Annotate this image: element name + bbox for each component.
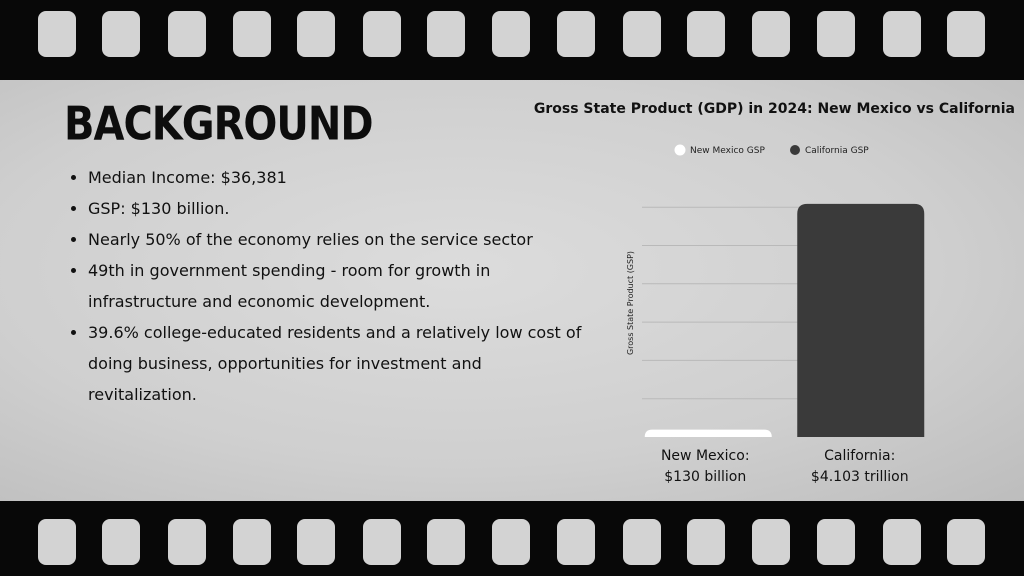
- bar-1: [797, 204, 924, 437]
- sprocket-hole: [38, 519, 76, 565]
- x-tick-label: $130 billion: [664, 469, 747, 485]
- legend-marker: [790, 145, 800, 155]
- sprocket-hole: [427, 11, 465, 57]
- sprocket-hole: [297, 519, 335, 565]
- x-tick-label: New Mexico:: [660, 448, 750, 464]
- sprocket-hole: [883, 11, 921, 57]
- chart-title: Gross State Product (GDP) in 2024: New Mexico vs California: [533, 101, 1015, 117]
- sprocket-hole: [168, 11, 206, 57]
- bullet-item: • Nearly 50% of the economy relies on the service sector: [88, 224, 588, 255]
- sprocket-hole: [233, 11, 271, 57]
- sprocket-hole: [623, 11, 661, 57]
- sprocket-hole: [38, 11, 76, 57]
- x-tick-label: California:: [824, 448, 896, 464]
- sprocket-hole: [817, 11, 855, 57]
- sprocket-hole: [752, 11, 790, 57]
- film-strip-bottom: [0, 501, 1024, 576]
- x-tick-labels: [661, 448, 909, 485]
- bullet-item: • 39.6% college-educated residents and a relatively low cost of doing business, opportunities for investment and revitalization.: [88, 317, 588, 410]
- sprocket-hole: [297, 11, 335, 57]
- slide-heading: BACKGROUND: [64, 98, 373, 151]
- x-tick-label: $4.103 trillion: [810, 469, 909, 485]
- y-axis-label: Gross State Product (GSP): [626, 250, 635, 356]
- sprocket-hole: [947, 11, 985, 57]
- chart-legend: [675, 145, 869, 156]
- sprocket-hole: [687, 11, 725, 57]
- bullet-item: • Median Income: $36,381: [88, 162, 588, 193]
- sprocket-hole: [623, 519, 661, 565]
- sprocket-hole: [102, 11, 140, 57]
- sprocket-hole: [168, 519, 206, 565]
- sprocket-hole: [557, 519, 595, 565]
- bullet-list: [70, 162, 588, 410]
- sprocket-hole: [492, 519, 530, 565]
- legend-marker: [675, 145, 685, 155]
- sprocket-hole: [363, 519, 401, 565]
- sprocket-hole: [687, 519, 725, 565]
- sprocket-hole: [102, 519, 140, 565]
- bullet-item: • GSP: $130 billion.: [88, 193, 588, 224]
- film-strip-top: [0, 0, 1024, 80]
- chart-bars: [645, 204, 925, 437]
- bar-0: [645, 430, 772, 437]
- sprocket-hole: [817, 519, 855, 565]
- sprocket-hole: [363, 11, 401, 57]
- legend-label: New Mexico GSP: [690, 146, 765, 156]
- sprocket-hole: [947, 519, 985, 565]
- sprocket-hole: [492, 11, 530, 57]
- sprocket-hole: [752, 519, 790, 565]
- legend-label: California GSP: [805, 146, 869, 156]
- bullet-item: • 49th in government spending - room for growth in infrastructure and economic development.: [88, 255, 588, 317]
- gsp-bar-chart: [600, 135, 930, 495]
- sprocket-hole: [883, 519, 921, 565]
- sprocket-hole: [427, 519, 465, 565]
- sprocket-hole: [233, 519, 271, 565]
- sprocket-hole: [557, 11, 595, 57]
